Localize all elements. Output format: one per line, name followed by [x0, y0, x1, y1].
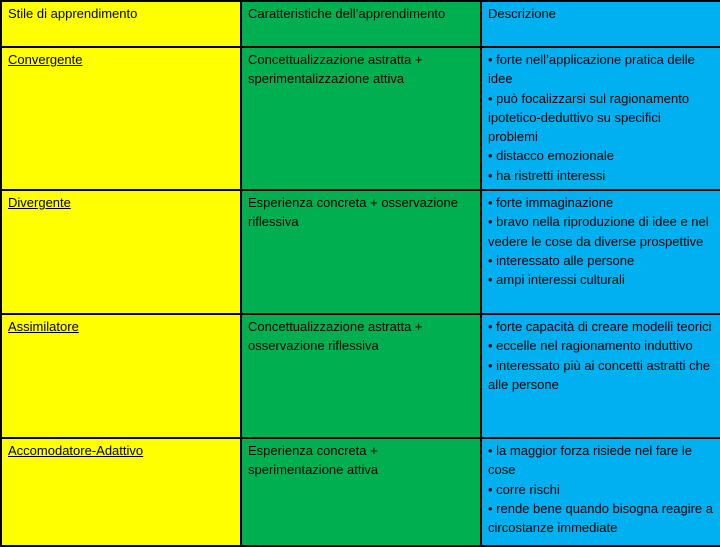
description-item: • interessato alle persone [488, 252, 635, 268]
description-item: • eccelle nel ragionamento induttivo [488, 338, 693, 354]
table-header-row [1, 1, 720, 47]
style-cell [1, 190, 241, 314]
description-item: • ampi interessi culturali [488, 272, 625, 288]
description-item: • forte nell’applicazione pratica delle idee [488, 52, 695, 87]
description-item: • la maggior forza risiede nel fare le cose [488, 443, 692, 478]
characteristics-cell: Esperienza concreta + sperimentazione attiva [241, 438, 481, 546]
header-description: Descrizione [481, 1, 720, 47]
description-item: • forte capacità di creare modelli teorici [488, 319, 712, 335]
style-cell [1, 438, 241, 546]
style-name: Convergente [8, 52, 83, 67]
description-item: • può focalizzarsi sul ragionamento ipotetico-deduttivo su specifici problemi [488, 90, 690, 145]
description-cell [481, 314, 720, 438]
description-item: • ha ristretti interessi [488, 167, 606, 183]
table-row [1, 190, 720, 314]
description-item: • bravo nella riproduzione di idee e nel vedere le cose da diverse prospettive [488, 214, 709, 249]
description-item: • corre rischi [488, 481, 560, 497]
style-name: Divergente [8, 195, 71, 211]
description-item: • interessato più ai concetti astratti che alle persone [488, 357, 711, 392]
table-row [1, 314, 720, 438]
description-item: • distacco emozionale [488, 148, 614, 164]
table-row [1, 438, 720, 546]
description-item: • rende bene quando bisogna reagire a circostanze immediate [488, 500, 714, 536]
header-characteristics: Caratteristiche dell’apprendimento [241, 1, 481, 47]
style-cell [1, 47, 241, 190]
table-row [1, 47, 720, 190]
description-cell [481, 438, 720, 546]
description-item: • forte immaginazione [488, 195, 614, 211]
style-cell [1, 314, 241, 438]
characteristics-cell: Esperienza concreta + osservazione riflessiva [241, 190, 481, 314]
header-learning-style: Stile di apprendimento [1, 1, 241, 47]
description-cell [481, 47, 720, 190]
characteristics-cell: Concettualizzazione astratta + sperimentalizzazione attiva [241, 47, 481, 190]
style-name: Accomodatore-Adattivo [8, 443, 144, 459]
style-name: Assimilatore [8, 319, 79, 335]
characteristics-cell: Concettualizzazione astratta + osservazione riflessiva [241, 314, 481, 438]
description-cell [481, 190, 720, 314]
